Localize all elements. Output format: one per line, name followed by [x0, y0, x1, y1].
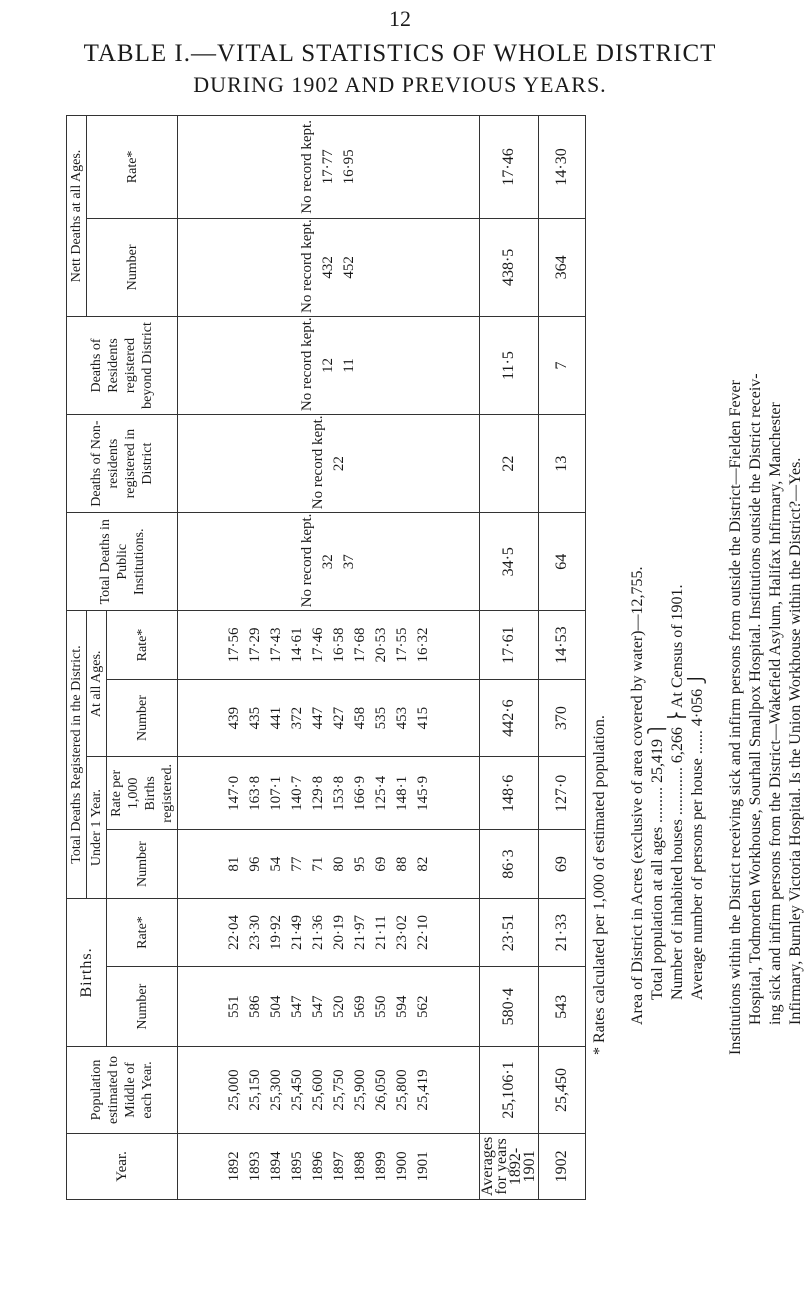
cur-residents-beyond: 7	[539, 316, 586, 414]
institutions-note-4: Infirmary, Burnley Victoria Hospital. Is the Union Workhouse within the District?—Yes.	[787, 457, 804, 1025]
table-cell: 17·43	[267, 627, 284, 663]
header-under-rate: Rate per 1,000 Births registered.	[107, 757, 178, 830]
table-cell: 26,050	[372, 1069, 389, 1111]
header-residents-beyond: Deaths of Residents registered beyond District	[67, 316, 178, 414]
table-cell: 163·8	[246, 775, 263, 811]
table-cell: 21·97	[351, 915, 368, 951]
houses-note: Number of inhabited houses ............ 6,266 ⎬ At Census of 1901.	[669, 584, 686, 1000]
table-cell: 17·56	[225, 627, 242, 663]
avg-institutions: 34·5	[480, 513, 539, 611]
table-cell: 25,800	[393, 1069, 410, 1111]
table-cell: 20·53	[372, 627, 389, 663]
table-cell: 25,150	[246, 1069, 263, 1111]
table-cell: 547	[309, 995, 326, 1018]
table-cell: 1899	[372, 1151, 389, 1182]
avg-under-number: 86·3	[480, 830, 539, 898]
table-cell: 166·9	[351, 775, 368, 811]
table-cell: 14·61	[288, 627, 305, 663]
cur-population: 25,450	[539, 1047, 586, 1134]
table-cell: 54	[267, 856, 284, 872]
table-cell: 547	[288, 995, 305, 1018]
header-non-residents: Deaths of Non-residents registered in District	[67, 415, 178, 513]
table-cell: 145·9	[414, 775, 431, 811]
institutions-note-1: Institutions within the District receiving sick and infirm persons from outside the District—Fielden Fever	[727, 380, 744, 1055]
nett-rate-stub: No record kept. 17·77 16·95	[299, 120, 357, 214]
header-all-ages: At all Ages.	[87, 611, 107, 757]
avg-all-number: 442·6	[480, 679, 539, 757]
institutions-note-3: ing sick and infirm persons from the District—Wakefield Asylum, Halifax Infirmary, Manchester	[767, 402, 784, 1025]
avg-under-rate: 148·6	[480, 757, 539, 830]
nett-number-stub: No record kept. 432 452	[299, 219, 357, 313]
table-cell: 71	[309, 856, 326, 872]
avg-non-residents: 22	[480, 415, 539, 513]
under-number-column	[224, 833, 434, 894]
table-cell: 594	[393, 995, 410, 1018]
institutions-note-2: Hospital, Todmorden Workhouse, Sourhall Smallpox Hospital. Institutions outside the District receiv-	[747, 373, 764, 1025]
table-cell: 25,750	[330, 1069, 347, 1111]
table-cell: 1898	[351, 1151, 368, 1182]
table-row-1902	[539, 116, 586, 1200]
header-nett-rate: Rate*	[87, 116, 178, 219]
table-cell: 520	[330, 995, 347, 1018]
under-rate-column	[224, 760, 434, 826]
table-subtitle: DURING 1902 AND PREVIOUS YEARS.	[193, 72, 607, 97]
table-cell: 125·4	[372, 775, 389, 811]
table-cell: 25,300	[267, 1069, 284, 1111]
cur-under-number: 69	[539, 830, 586, 898]
table-cell: 129·8	[309, 775, 326, 811]
table-cell: 25,450	[288, 1069, 305, 1111]
no-record-text: No record kept.	[299, 513, 315, 608]
header-under-1-year: Under 1 Year.	[87, 757, 107, 898]
avg-population: 25,106·1	[480, 1047, 539, 1134]
table-title: TABLE I.—VITAL STATISTICS OF WHOLE DISTRICT	[83, 40, 717, 67]
header-population: Population estimated to Middle of each Year.	[67, 1047, 178, 1134]
non-residents-stub: No record kept. 22	[309, 415, 347, 510]
cur-non-residents: 13	[539, 415, 586, 513]
table-cell: 23·02	[393, 915, 410, 951]
table-cell: 153·8	[330, 775, 347, 811]
averages-label: Averages for years 1892-1901	[480, 1133, 539, 1199]
table-cell: 427	[330, 706, 347, 730]
table-cell: 504	[267, 995, 284, 1018]
table-cell: 535	[372, 706, 389, 730]
rotated-table-area	[66, 115, 586, 1200]
table-cell: 77	[288, 856, 305, 872]
table-cell: 550	[372, 995, 389, 1018]
table-cell: 25,600	[309, 1069, 326, 1111]
avg-residents-beyond: 11·5	[480, 316, 539, 414]
avg-nett-rate: 17·46	[480, 116, 539, 219]
header-total-registered: Total Deaths Registered in the District.	[67, 611, 87, 899]
table-cell: 458	[351, 706, 368, 730]
table-cell: 1895	[288, 1151, 305, 1182]
table-cell: 140·7	[288, 775, 305, 811]
table-cell: 19·92	[267, 915, 284, 951]
table-cell: 82	[414, 856, 431, 872]
cur-nett-number: 364	[539, 218, 586, 316]
table-cell: 586	[246, 995, 263, 1018]
cur-nett-rate: 14·30	[539, 116, 586, 219]
table-row-averages	[480, 116, 539, 1200]
births-rate-column	[224, 902, 434, 963]
header-nett-number: Number	[87, 218, 178, 316]
table-cell: 21·36	[309, 915, 326, 951]
residents-beyond-stub: No record kept. 12 11	[299, 317, 357, 412]
footnotes-area	[590, 255, 804, 1055]
table-cell: 16·32	[414, 627, 431, 663]
table-cell: 1900	[393, 1151, 410, 1182]
table-cell: 17·29	[246, 627, 263, 663]
cur-institutions: 64	[539, 513, 586, 611]
population-note: Total population at all ages ......... 25,419 ⎫	[649, 722, 666, 1000]
table-cell: 1901	[414, 1151, 431, 1182]
table-cell: 22·04	[225, 915, 242, 951]
table-cell: 25,419	[414, 1069, 431, 1111]
table-cell: 17·68	[351, 627, 368, 663]
cur-all-number: 370	[539, 679, 586, 757]
header-institutions: Total Deaths in Public Institutions.	[67, 513, 178, 611]
avg-all-rate: 17·61	[480, 611, 539, 679]
table-cell: 17·46	[309, 627, 326, 663]
table-cell: 148·1	[393, 775, 410, 811]
table-cell: 441	[267, 706, 284, 730]
avg-births-number: 580·4	[480, 967, 539, 1047]
header-year: Year.	[67, 1133, 178, 1199]
table-cell: 23·30	[246, 915, 263, 951]
header-nett-deaths: Nett Deaths at all Ages.	[67, 116, 87, 317]
table-cell: 22·10	[414, 915, 431, 951]
table-cell: 1896	[309, 1151, 326, 1182]
cur-all-rate: 14·53	[539, 611, 586, 679]
avg-births-rate: 23·51	[480, 898, 539, 966]
institutions-stub: No record kept. 32 37	[299, 513, 357, 608]
table-cell: 372	[288, 706, 305, 730]
persons-note: Average number of persons per house ...... 4·056 ⎭	[689, 672, 706, 1000]
table-cell: 95	[351, 856, 368, 872]
area-note: Area of District in Acres (exclusive of area covered by water)—12,755.	[629, 566, 646, 1025]
table-cell: 96	[246, 856, 263, 872]
table-cell: 415	[414, 706, 431, 730]
table-cell: 562	[414, 995, 431, 1018]
header-births-number: Number	[107, 967, 178, 1047]
year-column	[224, 1137, 434, 1196]
table-cell: 25,900	[351, 1069, 368, 1111]
vital-statistics-table	[66, 115, 586, 1200]
page-number: 12	[389, 6, 411, 31]
cur-year: 1902	[539, 1133, 586, 1199]
table-cell: 17·55	[393, 627, 410, 663]
births-number-column	[224, 970, 434, 1043]
table-cell: 81	[225, 856, 242, 872]
table-cell: 1893	[246, 1151, 263, 1182]
table-cell: 147·0	[225, 775, 242, 811]
all-rate-column	[224, 614, 434, 675]
all-number-column	[224, 683, 434, 754]
header-under-number: Number	[107, 830, 178, 898]
table-cell: 25,000	[225, 1069, 242, 1111]
table-cell: 447	[309, 706, 326, 730]
table-cell: 21·11	[372, 915, 389, 950]
rates-footnote: * Rates calculated per 1,000 of estimated population.	[591, 715, 608, 1055]
table-cell: 107·1	[267, 775, 284, 811]
table-cell: 88	[393, 856, 410, 872]
cur-births-number: 543	[539, 967, 586, 1047]
table-cell: 69	[372, 856, 389, 872]
table-cell: 1894	[267, 1151, 284, 1182]
header-births: Births.	[67, 898, 107, 1046]
table-cell: 551	[225, 995, 242, 1018]
population-column	[224, 1050, 434, 1130]
table-cell: 569	[351, 995, 368, 1018]
table-cell: 1897	[330, 1151, 347, 1182]
header-all-number: Number	[107, 679, 178, 757]
header-all-rate: Rate*	[107, 611, 178, 679]
table-cell: 1892	[225, 1151, 242, 1182]
census-note: At Census of 1901.	[669, 584, 686, 709]
table-cell: 453	[393, 706, 410, 730]
header-births-rate: Rate*	[107, 898, 178, 966]
table-cell: 439	[225, 706, 242, 730]
cur-under-rate: 127·0	[539, 757, 586, 830]
table-row-years	[178, 116, 480, 1200]
table-cell: 16·58	[330, 627, 347, 663]
table-cell: 20·19	[330, 915, 347, 951]
table-cell: 21·49	[288, 915, 305, 951]
avg-nett-number: 438·5	[480, 218, 539, 316]
cur-births-rate: 21·33	[539, 898, 586, 966]
table-cell: 80	[330, 856, 347, 872]
table-cell: 435	[246, 706, 263, 730]
